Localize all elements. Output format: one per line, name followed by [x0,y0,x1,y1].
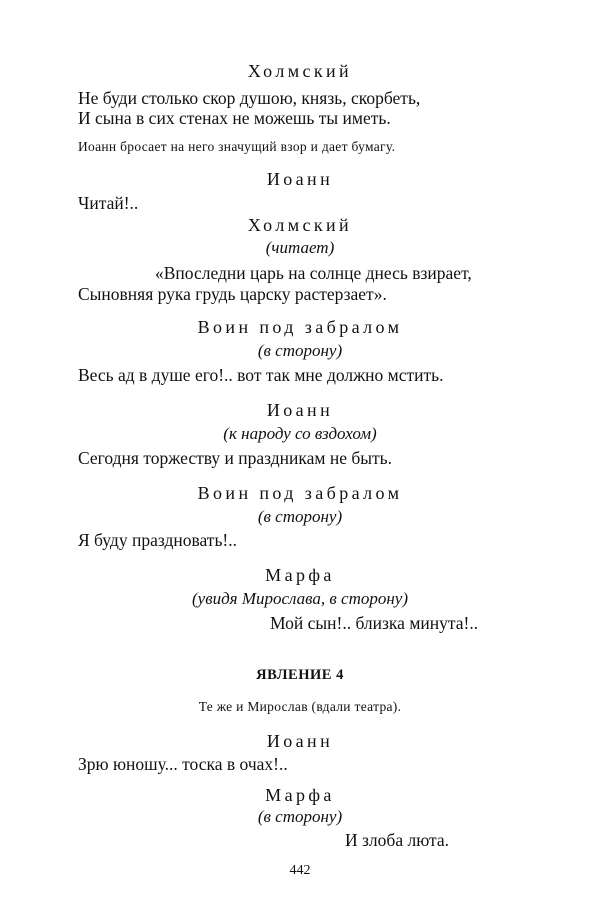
verse-line: Зрю юношу... тоска в очах!.. [78,754,288,774]
speaker-name: Воин под забралом [197,317,403,337]
speaker-name: Иоанн [266,731,334,751]
scene-heading: ЯВЛЕНИЕ 4 [256,667,344,683]
page-number: 442 [289,863,311,878]
stage-direction: (в сторону) [257,807,343,826]
stage-direction: (к народу со вздохом) [223,424,377,443]
verse-line: «Впоследни царь на солнце днесь взирает, [155,263,472,283]
verse-line: И сына в сих стенах не можешь ты иметь. [78,108,391,128]
verse-line: Не буди столько скор душою, князь, скорбеть, [78,88,421,108]
verse-line: Мой сын!.. близка минута!.. [270,613,479,633]
speaker-name: Холмский [247,61,353,81]
stage-direction: (читает) [265,238,335,257]
speaker-name: Холмский [247,215,353,235]
verse-line: И злоба люта. [345,830,450,850]
stage-direction: (в сторону) [257,341,343,360]
verse-line: Сыновняя рука грудь царску растерзает». [78,284,387,304]
speaker-name: Марфа [265,785,335,805]
verse-line: Я буду праздновать!.. [78,530,238,550]
stage-direction: Иоанн бросает на него значущий взор и дает бумагу. [78,139,396,154]
verse-line: Читай!.. [78,193,139,213]
speaker-name: Марфа [265,565,335,585]
speaker-name: Иоанн [266,400,334,420]
verse-line: Весь ад в душе его!.. вот так мне должно мстить. [78,365,444,385]
speaker-name: Воин под забралом [197,483,403,503]
speaker-name: Иоанн [266,169,334,189]
verse-line: Сегодня торжеству и праздникам не быть. [78,448,393,468]
stage-direction: Те же и Мирослав (вдали театра). [198,699,402,714]
stage-direction: (в сторону) [257,507,343,526]
stage-direction: (увидя Мирослава, в сторону) [191,589,409,608]
